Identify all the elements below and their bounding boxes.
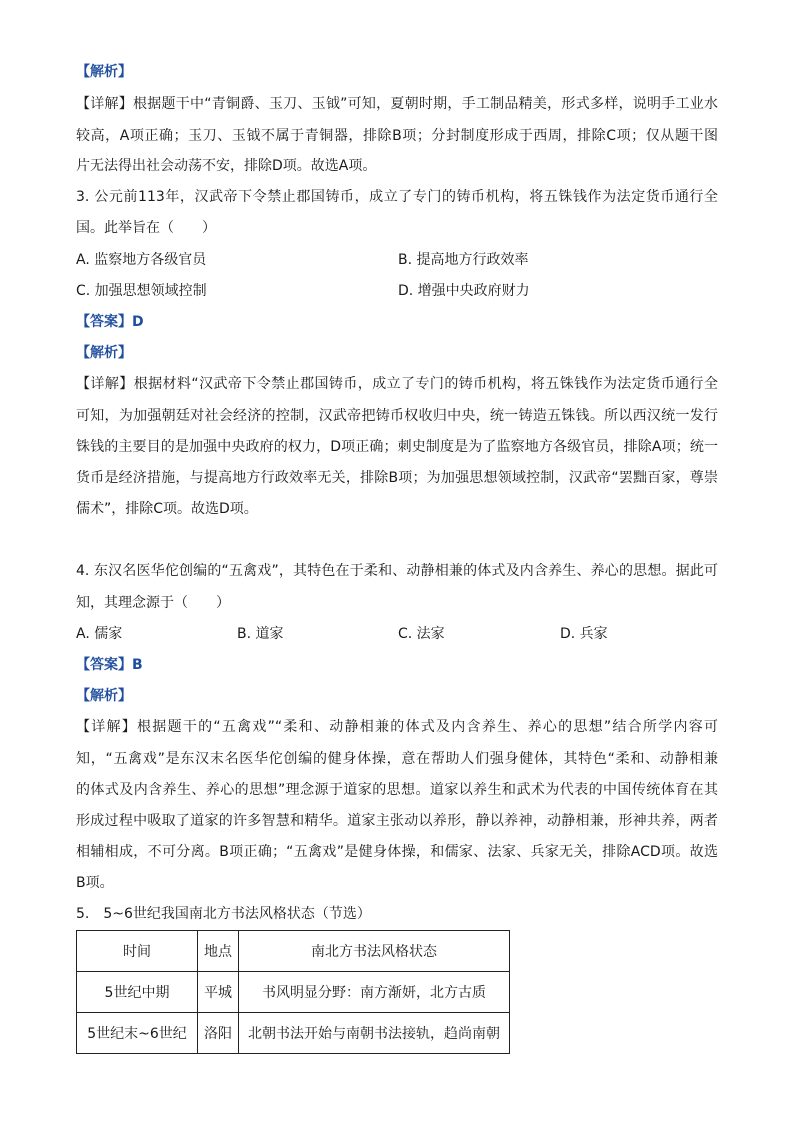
detail-line: 【详解】根据题干的“五禽戏”“柔和、动静相兼的体式及内含养生、养心的思想”结合所学内容可 (76, 719, 718, 735)
table-row (77, 972, 510, 1013)
detail-line: 铢钱的主要目的是加强中央政府的权力，D项正确；刺史制度是为了监察地方各级官员，排除A项；统一 (76, 439, 718, 455)
analysis-tag: 【解析】 (76, 345, 132, 361)
question-4-stem: 4. 东汉名医华佗创编的“五禽戏”，其特色在于柔和、动静相兼的体式及内含养生、养心的思想。据此可 (76, 563, 718, 579)
question-4-stem: 知，其理念源于（ ） (76, 595, 230, 611)
table-header-cell: 地点 (198, 931, 239, 972)
detail-line: 较高，A项正确；玉刀、玉钺不属于青铜器，排除B项；分封制度形成于西周，排除C项；仅从题干图 (76, 128, 718, 144)
detail-line: 【详解】根据材料“汉武帝下令禁止郡国铸币，成立了专门的铸币机构，将五铢钱作为法定货币通行全 (76, 376, 718, 392)
detail-line: 的体式及内含养生、养心的思想”理念源于道家的思想。道家以养生和武术为代表的中国传统体育在其 (76, 782, 718, 798)
detail-line: 货币是经济措施，与提高地方行政效率无关，排除B项；为加强思想领域控制，汉武帝“罢黜百家，尊崇 (76, 470, 718, 486)
table-row (77, 1013, 510, 1054)
question-3-option-a: A. 监察地方各级官员 (76, 252, 207, 268)
question-3-option-b: B. 提高地方行政效率 (398, 252, 529, 268)
question-4-option-a: A. 儒家 (76, 626, 123, 642)
answer-tag: 【答案】D (76, 314, 144, 330)
analysis-tag: 【解析】 (76, 64, 132, 80)
table-cell: 5世纪末~6世纪 (77, 1013, 198, 1054)
question-3-stem: 国。此举旨在（ ） (76, 220, 216, 236)
table-cell: 北朝书法开始与南朝书法接轨，趋尚南朝 (239, 1013, 510, 1054)
table-header-cell: 南北方书法风格状态 (239, 931, 510, 972)
table-header-cell: 时间 (77, 931, 198, 972)
question-4-option-d: D. 兵家 (560, 626, 608, 642)
question-4-option-c: C. 法家 (398, 626, 445, 642)
table-cell: 平城 (198, 972, 239, 1013)
table-cell: 洛阳 (198, 1013, 239, 1054)
detail-line: 知，“五禽戏”是东汉末名医华佗创编的健身体操，意在帮助人们强身健体，其特色“柔和、动静相兼 (76, 751, 718, 767)
table-cell: 5世纪中期 (77, 972, 198, 1013)
detail-line: 儒术”，排除C项。故选D项。 (76, 501, 258, 517)
table-cell: 书风明显分野：南方渐妍，北方古质 (239, 972, 510, 1013)
analysis-tag: 【解析】 (76, 688, 132, 704)
detail-line: 可知，为加强朝廷对社会经济的控制，汉武帝把铸币权收归中央，统一铸造五铢钱。所以西汉统一发行 (76, 408, 718, 424)
question-3-option-d: D. 增强中央政府财力 (398, 283, 530, 299)
detail-line: 【详解】根据题干中“青铜爵、玉刀、玉钺”可知，夏朝时期，手工制品精美，形式多样，说明手工业水 (76, 96, 718, 112)
detail-line: B项。 (76, 875, 114, 891)
detail-line: 相辅相成，不可分离。B项正确；“五禽戏”是健身体操，和儒家、法家、兵家无关，排除ACD项。故选 (76, 844, 718, 860)
question-5-stem: 5. 5~6世纪我国南北方书法风格状态（节选） (76, 906, 371, 922)
detail-line: 形成过程中吸取了道家的许多智慧和精华。道家主张动以养形，静以养神，动静相兼，形神共养，两者 (76, 813, 718, 829)
question-3-option-c: C. 加强思想领域控制 (76, 283, 207, 299)
calligraphy-table (76, 930, 510, 1054)
question-4-option-b: B. 道家 (237, 626, 284, 642)
answer-tag: 【答案】B (76, 657, 143, 673)
detail-line: 片无法得出社会动荡不安，排除D项。故选A项。 (76, 158, 377, 174)
question-3-stem: 3. 公元前113年，汉武帝下令禁止郡国铸币，成立了专门的铸币机构，将五铢钱作为法定货币通行全 (76, 189, 718, 205)
table-header-row (77, 931, 510, 972)
